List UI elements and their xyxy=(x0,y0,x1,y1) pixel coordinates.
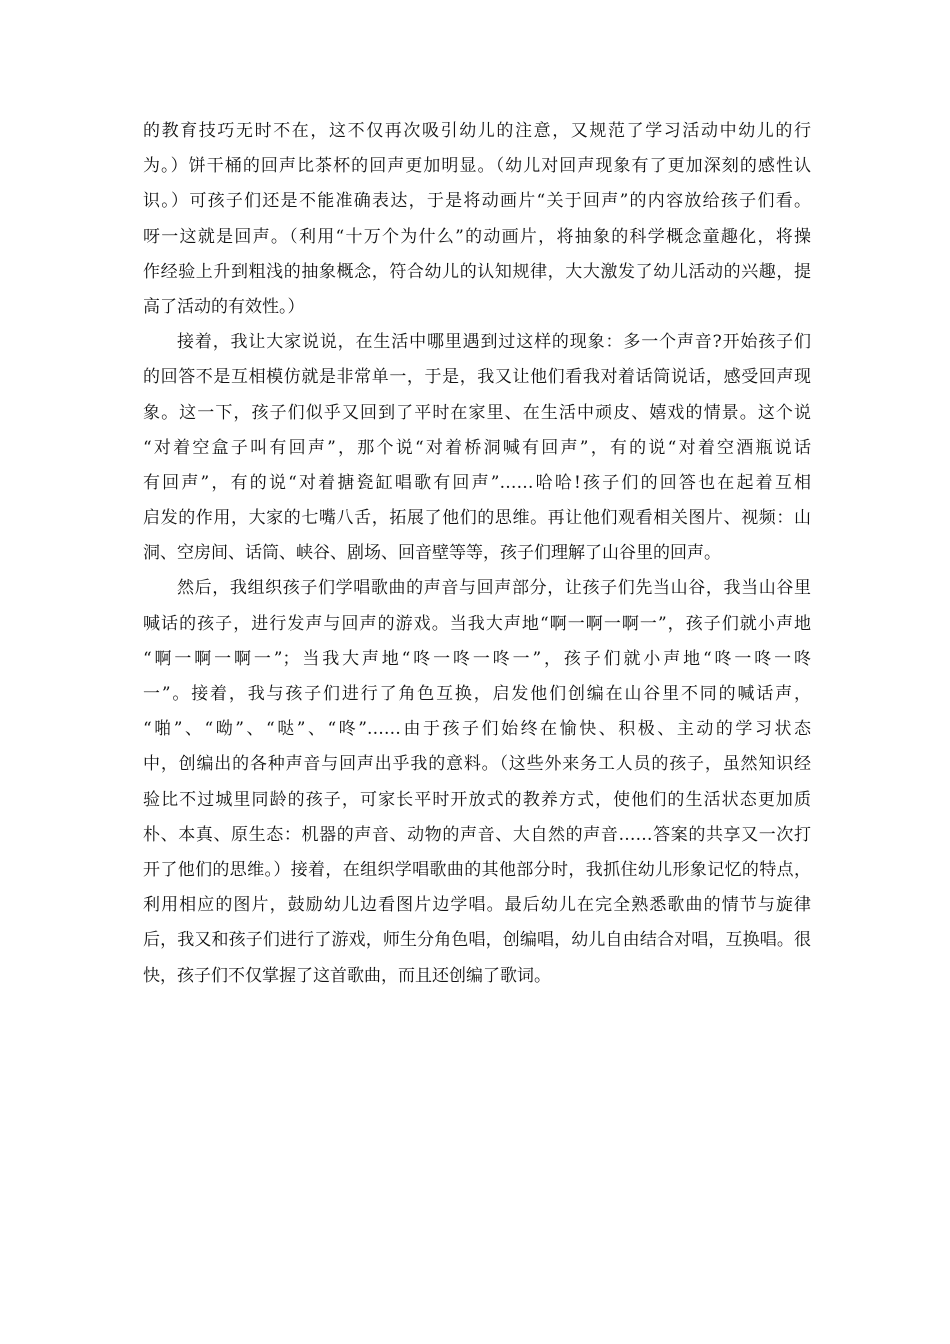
text-line: 一”。接着，我与孩子们进行了角色互换，启发他们创编在山谷里不同的喊话声， xyxy=(143,684,811,704)
text-line: “对着空盒子叫有回声”，那个说“对着桥洞喊有回声”，有的说“对着空酒瓶说话 xyxy=(143,437,811,458)
text-line: 朴、本真、原生态：机器的声音、动物的声音、大自然的声音……答案的共享又一次打 xyxy=(143,824,811,845)
text-line: 洞、空房间、话筒、峡谷、剧场、回音壁等等，孩子们理解了山谷里的回声。 xyxy=(143,543,721,564)
text-line: 有回声”，有的说“对着搪瓷缸唱歌有回声”……哈哈!孩子们的回答也在起着互相 xyxy=(143,472,811,493)
text-line: 高了活动的有效性。） xyxy=(143,296,305,317)
text-line: 作经验上升到粗浅的抽象概念，符合幼儿的认知规律，大大激发了幼儿活动的兴趣，提 xyxy=(143,261,811,282)
text-line: 开了他们的思维。）接着，在组织学唱歌曲的其他部分时，我抓住幼儿形象记忆的特点， xyxy=(143,859,811,880)
text-line: 然后，我组织孩子们学唱歌曲的声音与回声部分，让孩子们先当山谷，我当山谷里 xyxy=(177,578,811,599)
text-line: 识。）可孩子们还是不能准确表达，于是将动画片“关于回声”的内容放给孩子们看。 xyxy=(143,191,811,212)
text-line: 快，孩子们不仅掌握了这首歌曲，而且还创编了歌词。 xyxy=(143,965,551,986)
text-line: 的教育技巧无时不在，这不仅再次吸引幼儿的注意，又规范了学习活动中幼儿的行 xyxy=(143,121,811,141)
text-line: 呀一这就是回声。（利用“十万个为什么”的动画片，将抽象的科学概念童趣化，将操 xyxy=(143,226,811,247)
text-line: 喊话的孩子，进行发声与回声的游戏。当我大声地“啊一啊一啊一”，孩子们就小声地 xyxy=(143,613,811,634)
text-line: 后，我又和孩子们进行了游戏，师生分角色唱，创编唱，幼儿自由结合对唱，互换唱。很 xyxy=(143,930,811,951)
body-text xyxy=(143,114,811,994)
text-line: 启发的作用，大家的七嘴八舌，拓展了他们的思维。再让他们观看相关图片、视频：山 xyxy=(143,508,811,529)
text-line: 中，创编出的各种声音与回声出乎我的意料。（这些外来务工人员的孩子，虽然知识经 xyxy=(143,754,811,775)
text-line: 为。）饼干桶的回声比茶杯的回声更加明显。（幼儿对回声现象有了更加深刻的感性认 xyxy=(143,156,811,177)
text-line: 象。这一下，孩子们似乎又回到了平时在家里、在生活中顽皮、嬉戏的情景。这个说 xyxy=(143,402,811,423)
text-line: 的回答不是互相模仿就是非常单一，于是，我又让他们看我对着话筒说话，感受回声现 xyxy=(143,367,811,388)
text-line: 接着，我让大家说说，在生活中哪里遇到过这样的现象：多一个声音?开始孩子们 xyxy=(177,332,811,353)
text-line: 利用相应的图片，鼓励幼儿边看图片边学唱。最后幼儿在完全熟悉歌曲的情节与旋律 xyxy=(143,895,811,916)
text-line: “啊一啊一啊一”；当我大声地“咚一咚一咚一”，孩子们就小声地“咚一咚一咚 xyxy=(143,648,811,669)
text-line: “啪”、“呦”、“哒”、“咚”……由于孩子们始终在愉快、积极、主动的学习状态 xyxy=(143,719,811,740)
text-line: 验比不过城里同龄的孩子，可家长平时开放式的教养方式，使他们的生活状态更加质 xyxy=(143,789,811,810)
